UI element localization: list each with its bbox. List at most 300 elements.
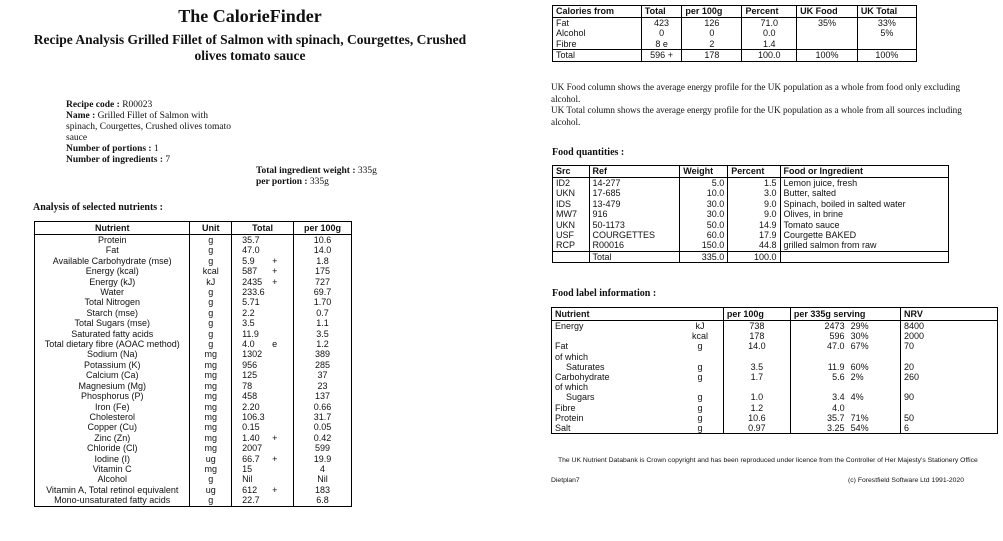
nutrient-total bbox=[232, 339, 294, 349]
weight-label: Total ingredient weight : bbox=[256, 166, 356, 176]
nutrient-unit: g bbox=[190, 308, 232, 318]
qty-col-header: Food or Ingredient bbox=[780, 166, 948, 178]
nutrient-unit: g bbox=[190, 474, 232, 484]
table-row bbox=[552, 341, 998, 351]
nutrient-total bbox=[232, 235, 294, 246]
nutrient-unit: mg bbox=[190, 402, 232, 412]
cal-cell: 0 bbox=[641, 28, 682, 38]
nutrient-unit: g bbox=[190, 287, 232, 297]
label-per100: 14.0 bbox=[723, 341, 790, 351]
label-unit bbox=[677, 382, 723, 392]
col-unit: Unit bbox=[190, 222, 232, 235]
qty-cell: ID2 bbox=[553, 178, 590, 189]
total-value: 22.7 bbox=[242, 495, 260, 506]
qty-cell: Spinach, boiled in salted water bbox=[780, 199, 948, 209]
table-row bbox=[35, 256, 352, 266]
nutrient-name: Water bbox=[35, 287, 190, 297]
nutrient-unit: g bbox=[190, 329, 232, 339]
total-value: 15 bbox=[242, 463, 253, 474]
nutrient-unit: g bbox=[190, 245, 232, 255]
qty-cell: 30.0 bbox=[680, 199, 728, 209]
table-row bbox=[552, 352, 998, 362]
cal-cell bbox=[857, 39, 916, 50]
food-label-table bbox=[551, 307, 998, 434]
table-row bbox=[35, 308, 352, 318]
total-value: 1302 bbox=[242, 349, 263, 360]
qty-cell: UKN bbox=[553, 220, 590, 230]
qty-cell: RCP bbox=[553, 240, 590, 251]
nutrient-name: Alcohol bbox=[35, 474, 190, 484]
table-row bbox=[552, 423, 998, 434]
label-nrv bbox=[901, 352, 998, 362]
total-flag: + bbox=[272, 255, 278, 266]
label-per100: 1.2 bbox=[723, 403, 790, 413]
label-per100: 1.0 bbox=[723, 392, 790, 402]
label-heading: Food label information : bbox=[552, 288, 657, 299]
qty-cell: 3.0 bbox=[728, 188, 780, 198]
label-per100: 3.5 bbox=[723, 362, 790, 372]
table-row bbox=[35, 287, 352, 297]
nutrient-unit: ug bbox=[190, 454, 232, 464]
cal-cell: 35% bbox=[797, 18, 858, 29]
per-portion-label: per portion : bbox=[256, 177, 308, 187]
qty-cell: Olives, in brine bbox=[780, 209, 948, 219]
table-row bbox=[35, 297, 352, 307]
label-serving-pct: 67% bbox=[850, 341, 869, 352]
total-value: 4.0 bbox=[242, 339, 255, 350]
nutrient-name: Potassium (K) bbox=[35, 360, 190, 370]
nutrient-total bbox=[232, 370, 294, 380]
label-serving: 3.4 bbox=[790, 392, 847, 402]
nutrient-total bbox=[232, 422, 294, 432]
per-portion-value: 335g bbox=[309, 177, 329, 187]
col-total: Total bbox=[232, 222, 294, 235]
qty-cell bbox=[780, 251, 948, 262]
label-per100: 10.6 bbox=[723, 413, 790, 423]
portions-value: 1 bbox=[153, 144, 159, 154]
qty-cell bbox=[553, 251, 590, 262]
calories-from-table bbox=[552, 5, 917, 62]
table-row bbox=[35, 402, 352, 412]
label-nutrient: Carbohydrate bbox=[552, 372, 678, 382]
col-per100: per 100g bbox=[294, 222, 352, 235]
label-serving: 35.7 bbox=[790, 413, 847, 423]
qty-cell: 17.9 bbox=[728, 230, 780, 240]
table-row bbox=[553, 199, 949, 209]
nutrient-per100: Nil bbox=[294, 474, 352, 484]
table-row bbox=[35, 391, 352, 401]
total-value: 66.7 bbox=[242, 453, 260, 464]
total-value: 11.9 bbox=[242, 328, 259, 339]
table-row bbox=[35, 495, 352, 506]
cal-cell bbox=[797, 28, 858, 38]
nutrient-unit: mg bbox=[190, 443, 232, 453]
label-serving-pct: 54% bbox=[848, 423, 901, 434]
nutrient-total bbox=[232, 433, 294, 443]
label-serving-pct: 30% bbox=[850, 331, 869, 342]
table-row bbox=[35, 433, 352, 443]
analysis-heading: Analysis of selected nutrients : bbox=[33, 202, 163, 213]
total-value: 125 bbox=[242, 370, 258, 381]
label-nutrient: Energy bbox=[552, 321, 678, 332]
cal-cell: 8 e bbox=[641, 39, 682, 50]
qty-cell: 50.0 bbox=[680, 220, 728, 230]
nutrient-name: Copper (Cu) bbox=[35, 422, 190, 432]
nutrient-total bbox=[232, 485, 294, 495]
note-uk-total: UK Total column shows the average energy profile for the UK population as a whole from all sources including alcohol. bbox=[551, 105, 962, 127]
total-value: 47.0 bbox=[242, 245, 260, 256]
table-row bbox=[553, 178, 949, 189]
table-row bbox=[552, 413, 998, 423]
label-nrv: 90 bbox=[901, 392, 998, 402]
nutrient-per100: 599 bbox=[294, 443, 352, 453]
nutrient-total bbox=[232, 349, 294, 359]
label-nutrient: Sugars bbox=[552, 392, 678, 402]
nutrient-per100: 137 bbox=[294, 391, 352, 401]
cal-cell: 126 bbox=[682, 18, 742, 29]
cal-cell: 100% bbox=[857, 50, 916, 61]
total-value: 2.2 bbox=[242, 307, 255, 318]
nutrient-per100: 3.5 bbox=[294, 329, 352, 339]
qty-cell: 150.0 bbox=[680, 240, 728, 251]
nutrient-name: Vitamin A, Total retinol equivalent bbox=[35, 485, 190, 495]
nutrient-per100: 175 bbox=[294, 266, 352, 276]
nutrient-unit: mg bbox=[190, 422, 232, 432]
label-unit bbox=[677, 352, 723, 362]
total-value: 2435 bbox=[242, 276, 263, 287]
table-row bbox=[35, 443, 352, 453]
qty-cell: USF bbox=[553, 230, 590, 240]
col-label-nrv: NRV bbox=[901, 308, 998, 321]
nutrient-name: Total Nitrogen bbox=[35, 297, 190, 307]
cal-cell: 100.0 bbox=[742, 50, 797, 61]
label-unit: g bbox=[677, 362, 723, 372]
label-serving-pct: 60% bbox=[850, 361, 869, 372]
page-title: The CalorieFinder bbox=[178, 6, 322, 26]
nutrient-per100: 0.66 bbox=[294, 402, 352, 412]
nutrient-total bbox=[232, 454, 294, 464]
total-value: 458 bbox=[242, 391, 258, 402]
nutrient-per100: 1.8 bbox=[294, 256, 352, 266]
qty-cell: 1.5 bbox=[728, 178, 780, 189]
label-serving: 47.0 bbox=[790, 341, 847, 351]
nutrient-per100: 14.0 bbox=[294, 245, 352, 255]
nutrient-unit: mg bbox=[190, 412, 232, 422]
nutrient-total bbox=[232, 266, 294, 276]
label-nrv: 6 bbox=[901, 423, 998, 434]
nutrient-name: Magnesium (Mg) bbox=[35, 381, 190, 391]
table-row bbox=[35, 339, 352, 349]
nutrient-unit: mg bbox=[190, 349, 232, 359]
table-row bbox=[35, 360, 352, 370]
label-serving bbox=[790, 352, 847, 362]
label-per100: 1.7 bbox=[723, 372, 790, 382]
nutrient-per100: 0.42 bbox=[294, 433, 352, 443]
qty-cell: MW7 bbox=[553, 209, 590, 219]
nutrient-name: Zinc (Zn) bbox=[35, 433, 190, 443]
nutrient-total bbox=[232, 256, 294, 266]
nutrient-total bbox=[232, 360, 294, 370]
label-serving-pct bbox=[848, 382, 901, 392]
nutrient-per100: 23 bbox=[294, 381, 352, 391]
nutrient-total bbox=[232, 277, 294, 287]
nutrient-name: Mono-unsaturated fatty acids bbox=[35, 495, 190, 506]
nutrient-unit: mg bbox=[190, 370, 232, 380]
col-label-serving: per 335g serving bbox=[790, 308, 900, 321]
table-row bbox=[35, 381, 352, 391]
table-row bbox=[35, 318, 352, 328]
qty-cell: COURGETTES bbox=[589, 230, 680, 240]
cal-col-header: Total bbox=[641, 6, 682, 18]
cal-cell: 423 bbox=[641, 18, 682, 29]
label-nutrient: Protein bbox=[552, 413, 678, 423]
nutrient-total bbox=[232, 318, 294, 328]
table-row bbox=[35, 245, 352, 255]
label-serving: 4.0 bbox=[790, 403, 847, 413]
nutrient-total bbox=[232, 329, 294, 339]
nutrient-unit: mg bbox=[190, 391, 232, 401]
table-row bbox=[553, 39, 917, 50]
nutrient-name: Vitamin C bbox=[35, 464, 190, 474]
cal-col-header: Calories from bbox=[553, 6, 642, 18]
ingredients-label: Number of ingredients : bbox=[66, 155, 164, 165]
nutrient-unit: mg bbox=[190, 464, 232, 474]
table-row bbox=[552, 372, 998, 382]
name-label: Name : bbox=[66, 111, 96, 121]
qty-col-header: Weight bbox=[680, 166, 728, 178]
table-row bbox=[35, 412, 352, 422]
app-name: Dietplan7 bbox=[551, 477, 580, 484]
cal-cell bbox=[797, 39, 858, 50]
total-value: 5.71 bbox=[242, 297, 260, 308]
nutrient-name: Phosphorus (P) bbox=[35, 391, 190, 401]
label-per100 bbox=[723, 352, 790, 362]
qty-total-percent: 100.0 bbox=[728, 251, 780, 262]
table-row bbox=[553, 230, 949, 240]
label-serving: 2473 bbox=[790, 321, 847, 332]
label-unit: kJ bbox=[677, 321, 723, 332]
total-flag: + bbox=[272, 453, 278, 464]
col-nutrient: Nutrient bbox=[35, 222, 190, 235]
nutrient-name: Fat bbox=[35, 245, 190, 255]
label-per100: 0.97 bbox=[723, 423, 790, 434]
nutrient-name: Cholesterol bbox=[35, 412, 190, 422]
label-nutrient: Salt bbox=[552, 423, 678, 434]
nutrient-per100: 285 bbox=[294, 360, 352, 370]
table-row bbox=[552, 392, 998, 402]
nutrient-analysis-table bbox=[34, 221, 352, 507]
notes bbox=[551, 82, 991, 128]
copyright: (c) Forestfield Software Ltd 1991-2020 bbox=[848, 477, 964, 484]
table-row bbox=[35, 329, 352, 339]
label-unit: g bbox=[677, 423, 723, 434]
label-serving: 5.6 bbox=[790, 372, 847, 382]
total-value: Nil bbox=[242, 474, 253, 485]
nutrient-name: Total Sugars (mse) bbox=[35, 318, 190, 328]
nutrient-per100: 6.8 bbox=[294, 495, 352, 506]
label-unit: g bbox=[677, 392, 723, 402]
label-serving-pct bbox=[848, 352, 901, 362]
total-flag: + bbox=[272, 484, 278, 495]
cal-cell: 2 bbox=[682, 39, 742, 50]
weight-info bbox=[256, 166, 377, 188]
table-row bbox=[553, 188, 949, 198]
name-line-2: spinach, Courgettes, Crushed olives tomato bbox=[66, 122, 231, 132]
qty-total-label: Total bbox=[589, 251, 680, 262]
qty-cell: 30.0 bbox=[680, 209, 728, 219]
total-flag: e bbox=[272, 339, 278, 350]
name-line-1: Grilled Fillet of Salmon with bbox=[97, 111, 208, 121]
nutrient-per100: 1.1 bbox=[294, 318, 352, 328]
label-per100 bbox=[723, 382, 790, 392]
table-row bbox=[35, 474, 352, 484]
label-serving-pct: 29% bbox=[850, 321, 869, 331]
qty-cell: 5.0 bbox=[680, 178, 728, 189]
label-nrv: 260 bbox=[901, 372, 998, 382]
label-nutrient: of which bbox=[552, 352, 678, 362]
label-serving bbox=[790, 382, 847, 392]
nutrient-per100: 1.70 bbox=[294, 297, 352, 307]
nutrient-unit: kJ bbox=[190, 277, 232, 287]
recipe-subtitle: Recipe Analysis Grilled Fillet of Salmon with spinach, Courgettes, Crushed olives tomato sauce bbox=[33, 32, 467, 63]
nutrient-name: Iron (Fe) bbox=[35, 402, 190, 412]
nutrient-total bbox=[232, 443, 294, 453]
cal-cell: 71.0 bbox=[742, 18, 797, 29]
label-nrv bbox=[901, 403, 998, 413]
qty-cell: 44.8 bbox=[728, 240, 780, 251]
nutrient-per100: 0.05 bbox=[294, 422, 352, 432]
ingredients-value: 7 bbox=[165, 155, 171, 165]
label-per100: 178 bbox=[723, 331, 790, 341]
table-row bbox=[552, 403, 998, 413]
qty-cell: 13-479 bbox=[589, 199, 680, 209]
nutrient-total bbox=[232, 381, 294, 391]
cal-cell: 596 + bbox=[641, 50, 682, 61]
quantities-heading: Food quantities : bbox=[552, 147, 625, 158]
total-value: 233.6 bbox=[242, 287, 265, 298]
crown-copyright: The UK Nutrient Databank is Crown copyright and has been reproduced under licence from the Controller of Her Majesty's Stationery Office bbox=[558, 457, 978, 464]
nutrient-per100: 37 bbox=[294, 370, 352, 380]
table-row bbox=[552, 382, 998, 392]
total-value: 1.40 bbox=[242, 432, 260, 443]
table-row bbox=[553, 240, 949, 251]
label-serving-pct: 71% bbox=[850, 412, 869, 423]
qty-cell: Tomato sauce bbox=[780, 220, 948, 230]
qty-cell: 17-685 bbox=[589, 188, 680, 198]
nutrient-name: Available Carbohydrate (mse) bbox=[35, 256, 190, 266]
nutrient-per100: 10.6 bbox=[294, 235, 352, 246]
nutrient-name: Protein bbox=[35, 235, 190, 246]
nutrient-total bbox=[232, 495, 294, 506]
total-value: 3.5 bbox=[242, 318, 255, 329]
nutrient-unit: mg bbox=[190, 360, 232, 370]
nutrient-per100: 19.9 bbox=[294, 454, 352, 464]
label-unit: g bbox=[677, 372, 723, 382]
label-nrv: 2000 bbox=[901, 331, 998, 341]
label-serving: 596 bbox=[790, 331, 847, 341]
qty-cell: 9.0 bbox=[728, 209, 780, 219]
cal-cell: 0.0 bbox=[742, 28, 797, 38]
table-row bbox=[35, 235, 352, 246]
qty-cell: R00016 bbox=[589, 240, 680, 251]
total-value: 2.20 bbox=[242, 401, 260, 412]
cal-cell: 33% bbox=[857, 18, 916, 29]
col-label-per100: per 100g bbox=[723, 308, 790, 321]
cal-cell: 5% bbox=[857, 28, 916, 38]
cal-col-header: Percent bbox=[742, 6, 797, 18]
cal-cell: 1.4 bbox=[742, 39, 797, 50]
qty-col-header: Percent bbox=[728, 166, 780, 178]
nutrient-name: Sodium (Na) bbox=[35, 349, 190, 359]
nutrient-unit: g bbox=[190, 318, 232, 328]
cal-cell: Fat bbox=[553, 18, 642, 29]
nutrient-total bbox=[232, 412, 294, 422]
nutrient-per100: 1.2 bbox=[294, 339, 352, 349]
col-label-nutrient: Nutrient bbox=[552, 308, 724, 321]
total-value: 5.9 bbox=[242, 255, 255, 266]
recipe-meta bbox=[66, 100, 266, 166]
label-nrv bbox=[901, 382, 998, 392]
nutrient-per100: 389 bbox=[294, 349, 352, 359]
qty-col-header: Src bbox=[553, 166, 590, 178]
total-value: 587 bbox=[242, 266, 258, 277]
label-unit: g bbox=[677, 403, 723, 413]
cal-cell: 178 bbox=[682, 50, 742, 61]
nutrient-unit: kcal bbox=[190, 266, 232, 276]
qty-cell: 9.0 bbox=[728, 199, 780, 209]
label-nutrient bbox=[552, 331, 678, 341]
nutrient-per100: 727 bbox=[294, 277, 352, 287]
nutrient-unit: g bbox=[190, 256, 232, 266]
table-row bbox=[35, 422, 352, 432]
nutrient-total bbox=[232, 402, 294, 412]
nutrient-unit: g bbox=[190, 297, 232, 307]
nutrient-total bbox=[232, 297, 294, 307]
nutrient-name: Iodine (I) bbox=[35, 454, 190, 464]
qty-cell: Butter, salted bbox=[780, 188, 948, 198]
code-label: Recipe code : bbox=[66, 100, 120, 110]
label-nutrient: Fat bbox=[552, 341, 678, 351]
code-value: R00023 bbox=[122, 100, 153, 110]
table-row bbox=[35, 277, 352, 287]
label-nrv: 50 bbox=[901, 413, 998, 423]
nutrient-per100: 31.7 bbox=[294, 412, 352, 422]
nutrient-unit: g bbox=[190, 339, 232, 349]
qty-cell: Courgette BAKED bbox=[780, 230, 948, 240]
nutrient-total bbox=[232, 391, 294, 401]
nutrient-name: Total dietary fibre (AOAC method) bbox=[35, 339, 190, 349]
nutrient-name: Chloride (Cl) bbox=[35, 443, 190, 453]
food-quantities-table bbox=[552, 165, 949, 263]
nutrient-total bbox=[232, 287, 294, 297]
table-row bbox=[552, 331, 998, 341]
cal-col-header: UK Food bbox=[797, 6, 858, 18]
nutrient-unit: mg bbox=[190, 433, 232, 443]
qty-cell: 60.0 bbox=[680, 230, 728, 240]
table-row bbox=[553, 209, 949, 219]
nutrient-unit: ug bbox=[190, 485, 232, 495]
label-serving: 3.25 bbox=[790, 423, 847, 434]
qty-cell: 14-277 bbox=[589, 178, 680, 189]
portions-label: Number of portions : bbox=[66, 144, 152, 154]
table-row bbox=[35, 349, 352, 359]
nutrient-name: Saturated fatty acids bbox=[35, 329, 190, 339]
table-row bbox=[553, 18, 917, 29]
table-row bbox=[35, 370, 352, 380]
weight-value: 335g bbox=[357, 166, 377, 176]
total-value: 2007 bbox=[242, 443, 263, 454]
nutrient-unit: g bbox=[190, 235, 232, 246]
